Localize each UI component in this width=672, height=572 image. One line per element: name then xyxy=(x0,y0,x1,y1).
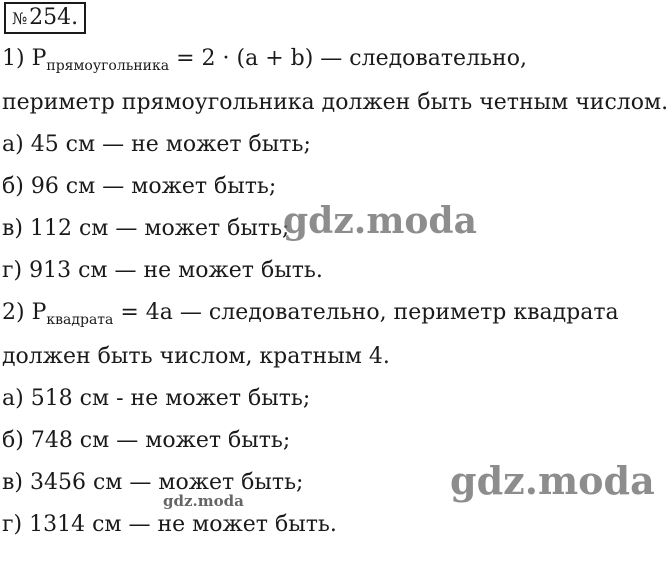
exercise-number-badge xyxy=(4,2,86,34)
rectangle-formula: = 2 · (a + b) — следовательно, xyxy=(169,46,527,71)
answer-g-square: г) 1314 см — не может быть. xyxy=(2,512,337,537)
perimeter-symbol: 1) P xyxy=(2,46,47,71)
solution-line-7 xyxy=(2,298,619,335)
watermark-text-small: gdz.moda xyxy=(163,492,244,510)
answer-v-rectangle: в) 112 см — может быть; xyxy=(2,216,290,241)
exercise-number: 254. xyxy=(29,5,79,30)
perimeter-subscript-rectangle: прямоугольника xyxy=(46,58,170,74)
watermark-text: gdz.moda xyxy=(283,200,477,242)
answer-b-rectangle: б) 96 см — может быть; xyxy=(2,174,277,199)
perimeter-symbol-square: 2) P xyxy=(2,300,47,325)
solution-line-1 xyxy=(2,44,527,81)
answer-v-square: в) 3456 см — может быть; xyxy=(2,470,304,495)
square-formula: = 4a — следовательно, периметр квадрата xyxy=(113,300,619,325)
watermark-text: gdz.moda xyxy=(450,458,655,503)
solution-line-2: периметр прямоугольника должен быть четным числом. xyxy=(2,90,669,115)
solution-line-8: должен быть числом, кратным 4. xyxy=(2,344,390,369)
answer-b-square: б) 748 см — может быть; xyxy=(2,428,291,453)
number-sign: № xyxy=(12,9,28,28)
perimeter-subscript-square: квадрата xyxy=(46,312,114,328)
answer-a-rectangle: а) 45 см — не может быть; xyxy=(2,132,311,157)
answer-g-rectangle: г) 913 см — не может быть. xyxy=(2,258,323,283)
answer-a-square: а) 518 см - не может быть; xyxy=(2,386,311,411)
